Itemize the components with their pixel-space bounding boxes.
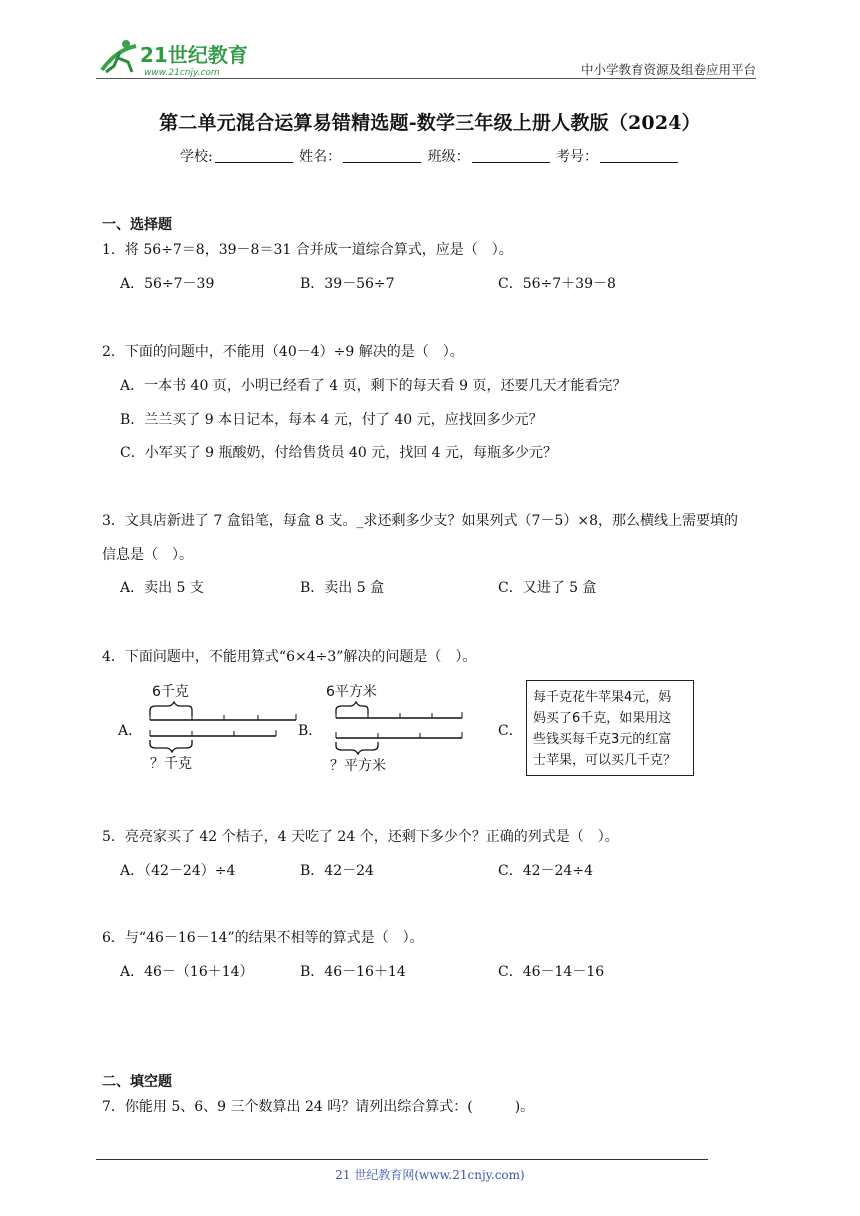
question-3-text-line1: 3．文具店新进了 7 盒铅笔，每盒 8 支。_求还剩多少支？如果列式（7－5）×8，那么横线上需要填的: [102, 513, 738, 529]
question-1-option-c[interactable]: C．56÷7＋39－8: [498, 276, 616, 292]
question-5-option-a[interactable]: A．（42－24）÷4: [120, 863, 236, 879]
line-segment-diagram-a: [140, 682, 310, 774]
section-heading-choice: 一、选择题: [102, 217, 172, 233]
class-blank[interactable]: [472, 149, 550, 163]
question-6-option-c[interactable]: C．46－14－16: [498, 964, 605, 980]
svg-text:？平方米: ？平方米: [330, 758, 386, 774]
question-1-option-a[interactable]: A．56÷7－39: [120, 276, 215, 292]
question-3-option-b[interactable]: B．卖出 5 盒: [300, 580, 385, 596]
question-4-option-b-label[interactable]: B．: [298, 723, 323, 739]
question-4-option-a-label[interactable]: A．: [118, 723, 143, 739]
svg-text:？千克: ？千克: [150, 756, 192, 772]
question-1-text: 1．将 56÷7＝8，39－8＝31 合并成一道综合算式，应是（ ）。: [102, 242, 513, 258]
student-info-line: [0, 146, 860, 166]
question-5-text: 5．亮亮家买了 42 个桔子，4 天吃了 24 个，还剩下多少个？正确的列式是（ ）。: [102, 829, 619, 845]
name-label: 姓名：: [299, 149, 342, 165]
school-blank[interactable]: [215, 149, 293, 163]
site-logo: [96, 36, 256, 80]
question-4-text: 4．下面问题中，不能用算式“6×4÷3”解决的问题是（ ）。: [102, 649, 477, 665]
question-2-option-c[interactable]: C．小军买了 9 瓶酸奶，付给售货员 40 元，找回 4 元，每瓶多少元？: [120, 445, 558, 461]
platform-name: 中小学教育资源及组卷应用平台: [580, 62, 756, 77]
question-4-option-c-label[interactable]: C．: [498, 723, 523, 739]
page-title: 第二单元混合运算易错精选题-数学三年级上册人教版（2024）: [159, 112, 701, 134]
box-line-1: 每千克花牛苹果4元，妈: [533, 690, 672, 705]
question-3-text-line2: 信息是（ ）。: [102, 547, 193, 563]
box-line-2: 妈买了6千克，如果用这: [533, 711, 672, 726]
box-line-3: 些钱买每千克3元的红富: [533, 732, 672, 747]
header-divider: [96, 78, 756, 79]
exam-no-blank[interactable]: [600, 149, 678, 163]
question-5-option-c[interactable]: C．42－24÷4: [498, 863, 593, 879]
question-4-option-c-box: [526, 680, 694, 776]
question-6-option-b[interactable]: B．46－16＋14: [300, 964, 406, 980]
svg-text:6平方米: 6平方米: [326, 684, 377, 700]
question-3-option-a[interactable]: A．卖出 5 支: [120, 580, 204, 596]
name-blank[interactable]: [343, 149, 421, 163]
question-1-option-b[interactable]: B．39－56÷7: [300, 276, 395, 292]
question-3-option-c[interactable]: C．又进了 5 盒: [498, 580, 597, 596]
question-6-text: 6．与“46－16－14”的结果不相等的算式是（ ）。: [102, 930, 424, 946]
footer-link[interactable]: 21 世纪教育网(www.21cnjy.com): [335, 1168, 525, 1182]
question-7-text: 7．你能用 5、6、9 三个数算出 24 吗？请列出综合算式：( )。: [102, 1099, 535, 1115]
svg-text:21世纪教育: 21世纪教育: [140, 43, 248, 67]
box-line-4: 士苹果，可以买几千克？: [533, 753, 677, 768]
svg-text:www.21cnjy.com: www.21cnjy.com: [144, 68, 220, 78]
exam-no-label: 考号：: [556, 149, 599, 165]
question-6-option-a[interactable]: A．46－（16＋14）: [120, 964, 254, 980]
question-2-option-a[interactable]: A．一本书 40 页，小明已经看了 4 页，剩下的每天看 9 页，还要几天才能看完？: [120, 378, 627, 394]
section-heading-fill-in: 二、填空题: [102, 1074, 172, 1090]
school-label: 学校:: [179, 149, 213, 165]
question-5-option-b[interactable]: B．42－24: [300, 863, 374, 879]
question-2-option-b[interactable]: B．兰兰买了 9 本日记本，每本 4 元，付了 40 元，应找回多少元？: [120, 412, 543, 428]
svg-text:6千克: 6千克: [152, 684, 189, 700]
class-label: 班级：: [427, 149, 470, 165]
line-segment-diagram-b: [324, 680, 474, 776]
question-2-text: 2．下面的问题中，不能用（40－4）÷9 解决的是（ ）。: [102, 344, 464, 360]
footer-divider: [96, 1159, 708, 1160]
